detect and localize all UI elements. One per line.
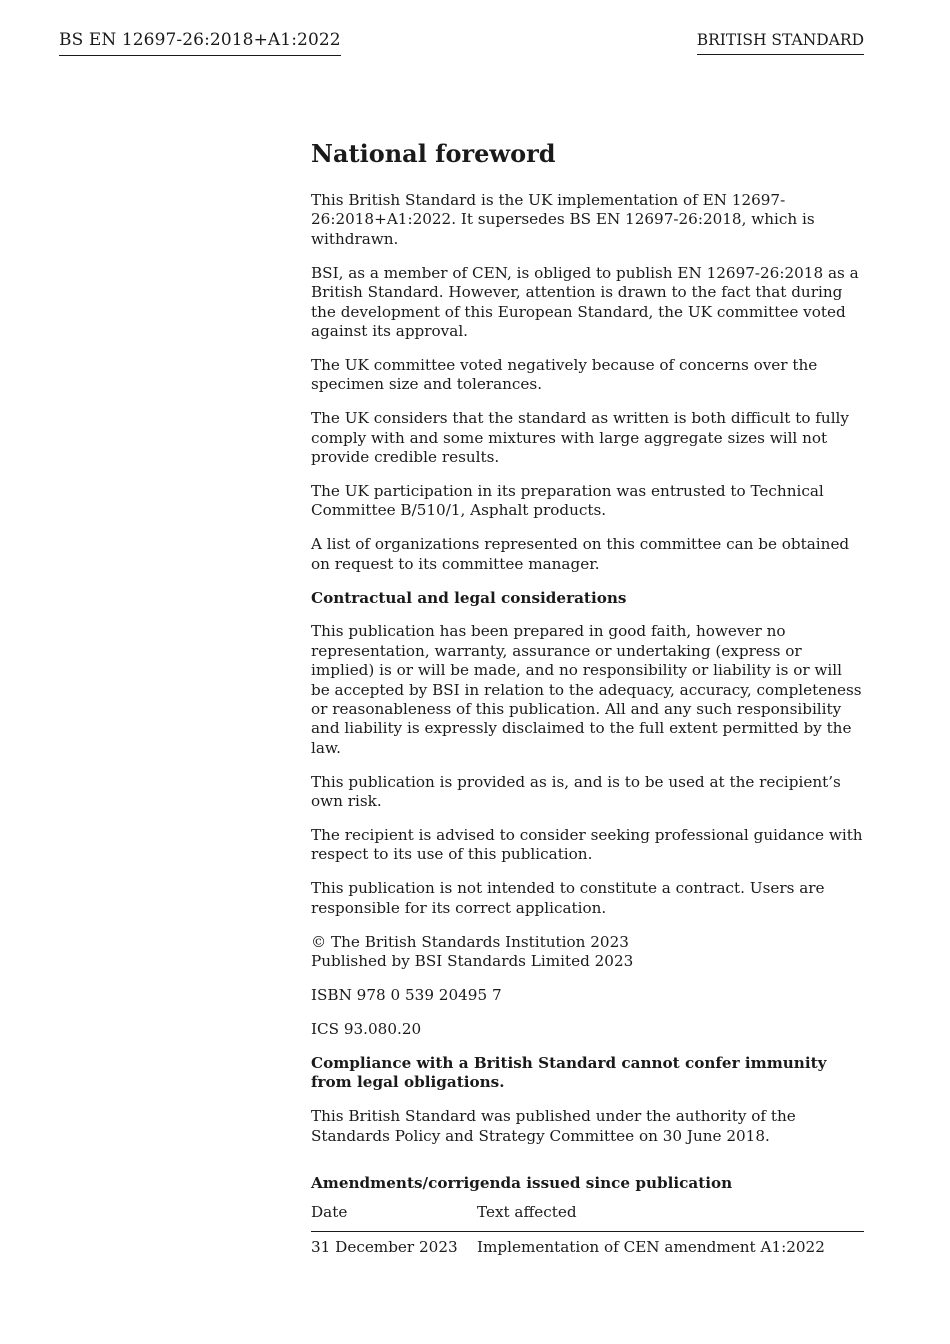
paragraph-organizations: A list of organizations represented on this committee can be obtained on request to its committee manager. — [311, 535, 850, 573]
column-header-text-affected: Text affected — [477, 1201, 864, 1232]
paragraph-own-risk: This publication is provided as is, and is to be used at the recipient’s own risk. — [311, 772, 841, 811]
document-id: BS EN 12697-26:2018+A1:2022 — [59, 30, 341, 56]
paragraph-cen-obligation: BSI, as a member of CEN, is obliged to publish EN 12697-26:2018 as a British Standard. However, attention is drawn to the fact that during the development of this European Standard, the UK committee voted against its approval. — [311, 263, 859, 340]
amendment-date: 31 December 2023 — [311, 1238, 458, 1257]
amendments-table — [311, 1201, 864, 1256]
legal-heading: Contractual and legal considerations — [311, 588, 627, 607]
table-row — [311, 1232, 864, 1257]
paragraph-negative-vote: The UK committee voted negatively because of concerns over the specimen size and tolerances. — [311, 355, 818, 394]
compliance-notice: Compliance with a British Standard cannot confer immunity from legal obligations. — [311, 1053, 827, 1092]
column-header-date: Date — [311, 1201, 477, 1232]
amendments-title: Amendments/corrigenda issued since publication — [311, 1173, 733, 1192]
ics-code: ICS 93.080.20 — [311, 1019, 422, 1038]
paragraph-authority: This British Standard was published under the authority of the Standards Policy and Strategy Committee on 30 June 2018. — [311, 1107, 796, 1145]
copyright-block — [311, 933, 864, 972]
publisher-line: Published by BSI Standards Limited 2023 — [311, 952, 634, 971]
paragraph-uk-concerns: The UK considers that the standard as written is both difficult to fully comply with and some mixtures with large aggregate sizes will not provide credible results. — [311, 409, 849, 466]
document-type: BRITISH STANDARD — [697, 31, 864, 55]
copyright-line: © The British Standards Institution 2023 — [311, 932, 629, 951]
paragraph-guidance: The recipient is advised to consider seeking professional guidance with respect to its use of this publication. — [311, 826, 863, 864]
isbn: ISBN 978 0 539 20495 7 — [311, 986, 502, 1004]
paragraph-committee: The UK participation in its preparation was entrusted to Technical Committee B/510/1, Asphalt products. — [311, 481, 824, 520]
paragraph-good-faith: This publication has been prepared in good faith, however no representation, warranty, assurance or undertaking (express or implied) is or will be made, and no responsibility or liability is or will be accepted by BSI in relation to the adequacy, accuracy, completeness or reasonableness of this publication. All and any such responsibility and liability is expressly disclaimed to the full extent permitted by the law. — [311, 622, 862, 757]
foreword-section — [311, 139, 864, 1256]
paragraph-implementation: This British Standard is the UK implementation of EN 12697-26:2018+A1:2022. It supersedes BS EN 12697-26:2018, which is withdrawn. — [311, 191, 815, 248]
table-header-row — [311, 1201, 864, 1232]
amendment-text: Implementation of CEN amendment A1:2022 — [477, 1238, 825, 1257]
page-title: National foreword — [311, 139, 556, 168]
paragraph-contract: This publication is not intended to constitute a contract. Users are responsible for its correct application. — [311, 879, 825, 917]
